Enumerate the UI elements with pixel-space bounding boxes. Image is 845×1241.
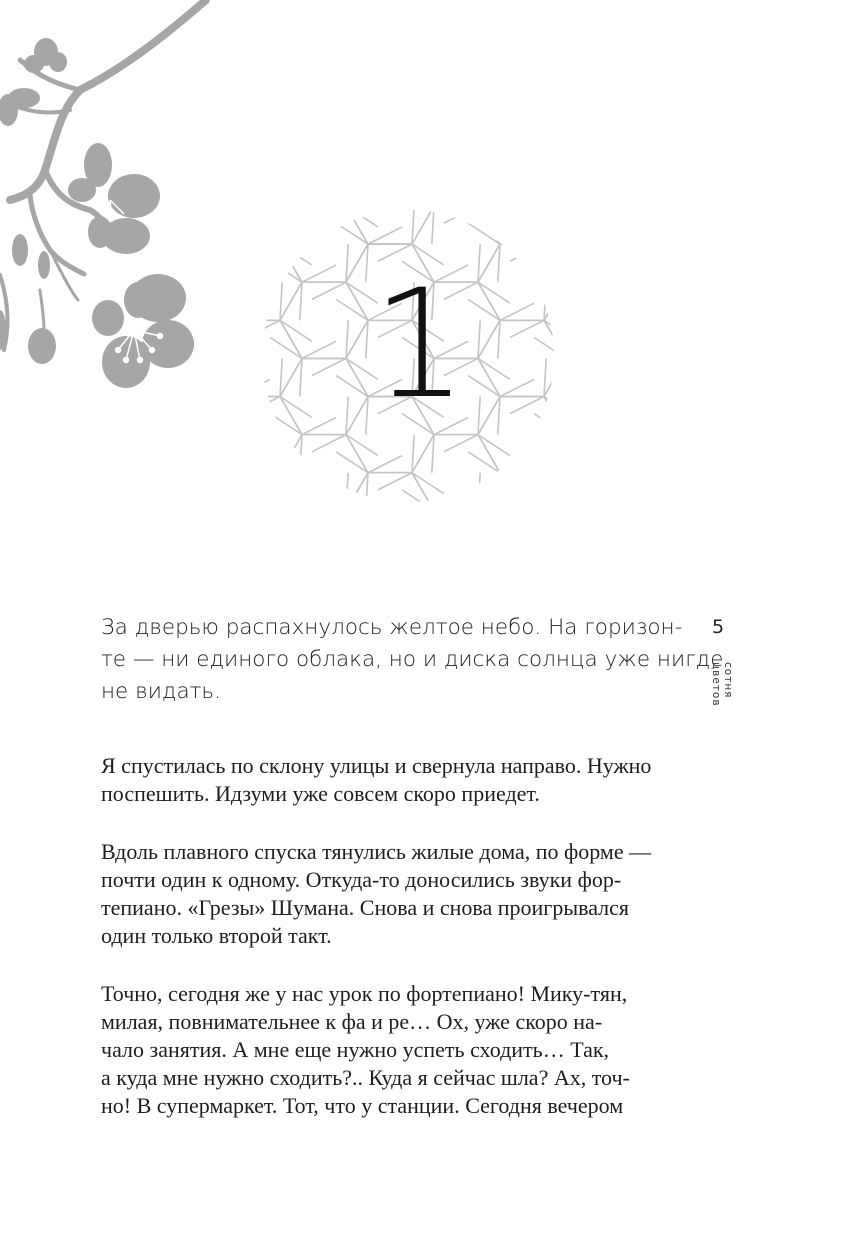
text-line: а куда мне нужно сходить?.. Куда я сейчас шла? Ах, точ- <box>101 1065 630 1090</box>
text-line: милая, повнимательнее к фа и ре… Ох, уже скоро на- <box>101 1009 603 1034</box>
running-title-text: сотня цветов <box>710 662 734 707</box>
paragraph <box>101 752 691 808</box>
paragraph <box>101 980 691 1120</box>
text-line: Вдоль плавного спуска тянулись жилые дома, по форме — <box>101 839 652 864</box>
body-text <box>101 752 691 1150</box>
text-line: почти один к одному. Откуда-то доносились звуки фор- <box>101 867 622 892</box>
text-line: Точно, сегодня же у нас урок по фортепиано! Мику-тян, <box>101 981 628 1006</box>
lead-line: За дверью распахнулось желтое небо. На горизон- <box>101 615 683 640</box>
lead-line: те — ни единого облака, но и диска солнца уже нигде <box>101 647 724 672</box>
text-line: Я спустилась по склону улицы и свернула направо. Нужно <box>101 753 652 778</box>
chapter-number: 1 <box>372 258 468 432</box>
paragraph <box>101 838 691 950</box>
text-line: тепиано. «Грезы» Шумана. Снова и снова проигрывался <box>101 895 630 920</box>
lead-line: не видать. <box>101 679 221 704</box>
text-line: один только второй такт. <box>101 923 332 948</box>
page-number: 5 <box>712 616 725 638</box>
text-line: но! В супермаркет. Тот, что у станции. Сегодня вечером <box>101 1093 624 1118</box>
running-title <box>702 662 742 742</box>
text-line: чало занятия. А мне еще нужно успеть сходить… Так, <box>101 1037 610 1062</box>
text-line: поспешить. Идзуми уже совсем скоро приедет. <box>101 781 540 806</box>
cherry-blossom-illustration <box>0 0 230 400</box>
